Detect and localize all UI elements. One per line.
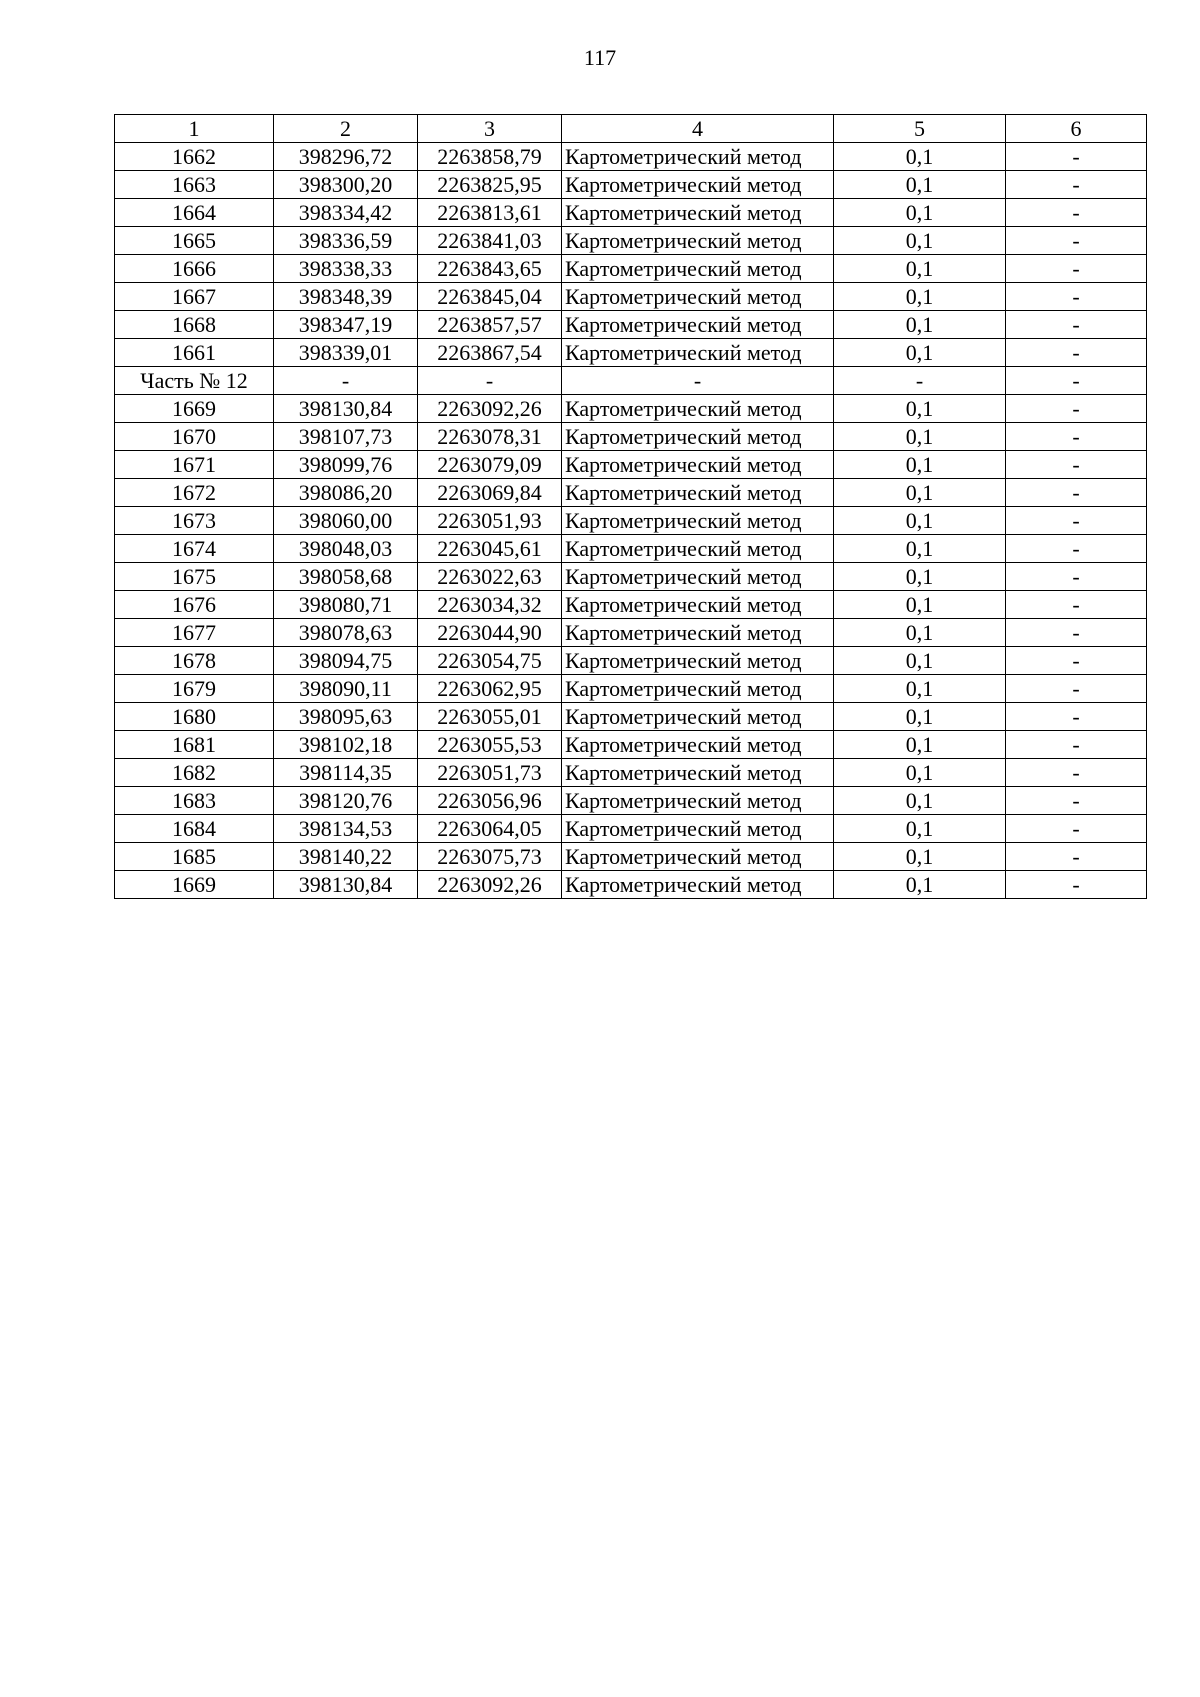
point-number-cell: 1682: [115, 759, 274, 787]
description-cell: -: [1006, 199, 1147, 227]
y-coordinate-cell: 2263857,57: [418, 311, 562, 339]
point-number-cell: 1669: [115, 395, 274, 423]
accuracy-cell: 0,1: [834, 619, 1006, 647]
description-cell: -: [1006, 787, 1147, 815]
x-coordinate-cell: 398114,35: [274, 759, 418, 787]
table-row: [115, 787, 1147, 815]
x-coordinate-cell: 398130,84: [274, 871, 418, 899]
y-coordinate-cell: 2263825,95: [418, 171, 562, 199]
description-cell: -: [1006, 647, 1147, 675]
point-number-cell: 1681: [115, 731, 274, 759]
point-number-cell: 1672: [115, 479, 274, 507]
y-coordinate-cell: 2263044,90: [418, 619, 562, 647]
description-cell: -: [1006, 843, 1147, 871]
method-cell: Картометрический метод: [562, 591, 834, 619]
point-number-cell: 1664: [115, 199, 274, 227]
column-header: 2: [274, 115, 418, 143]
table-row: [115, 199, 1147, 227]
table-row: [115, 535, 1147, 563]
y-coordinate-cell: 2263069,84: [418, 479, 562, 507]
point-number-cell: 1662: [115, 143, 274, 171]
description-cell: -: [1006, 815, 1147, 843]
description-cell: -: [1006, 619, 1147, 647]
y-coordinate-cell: 2263845,04: [418, 283, 562, 311]
description-cell: -: [1006, 339, 1147, 367]
x-coordinate-cell: 398120,76: [274, 787, 418, 815]
description-cell: -: [1006, 311, 1147, 339]
x-coordinate-cell: 398347,19: [274, 311, 418, 339]
accuracy-cell: 0,1: [834, 731, 1006, 759]
y-coordinate-cell: 2263092,26: [418, 395, 562, 423]
accuracy-cell: 0,1: [834, 591, 1006, 619]
method-cell: Картометрический метод: [562, 451, 834, 479]
method-cell: Картометрический метод: [562, 507, 834, 535]
x-coordinate-cell: 398336,59: [274, 227, 418, 255]
accuracy-cell: 0,1: [834, 423, 1006, 451]
description-cell: -: [1006, 395, 1147, 423]
x-coordinate-cell: 398086,20: [274, 479, 418, 507]
point-number-cell: 1673: [115, 507, 274, 535]
point-number-cell: 1671: [115, 451, 274, 479]
y-coordinate-cell: 2263064,05: [418, 815, 562, 843]
table-row: [115, 227, 1147, 255]
accuracy-cell: 0,1: [834, 311, 1006, 339]
method-cell: Картометрический метод: [562, 143, 834, 171]
accuracy-cell: 0,1: [834, 171, 1006, 199]
point-number-cell: 1661: [115, 339, 274, 367]
method-cell: Картометрический метод: [562, 283, 834, 311]
method-cell: Картометрический метод: [562, 759, 834, 787]
method-cell: Картометрический метод: [562, 199, 834, 227]
table-row: [115, 255, 1147, 283]
accuracy-cell: 0,1: [834, 451, 1006, 479]
x-coordinate-cell: 398099,76: [274, 451, 418, 479]
y-coordinate-cell: 2263843,65: [418, 255, 562, 283]
accuracy-cell: 0,1: [834, 479, 1006, 507]
accuracy-cell: 0,1: [834, 647, 1006, 675]
x-coordinate-cell: 398130,84: [274, 395, 418, 423]
coordinates-table: [114, 114, 1147, 899]
point-number-cell: 1680: [115, 703, 274, 731]
accuracy-cell: 0,1: [834, 339, 1006, 367]
y-coordinate-cell: 2263092,26: [418, 871, 562, 899]
y-coordinate-cell: 2263045,61: [418, 535, 562, 563]
method-cell: Картометрический метод: [562, 227, 834, 255]
accuracy-cell: 0,1: [834, 143, 1006, 171]
table-row: [115, 143, 1147, 171]
x-coordinate-cell: 398060,00: [274, 507, 418, 535]
page-number: 117: [583, 45, 617, 70]
y-coordinate-cell: 2263075,73: [418, 843, 562, 871]
x-coordinate-cell: -: [274, 367, 418, 395]
table-row: [115, 563, 1147, 591]
point-number-cell: 1683: [115, 787, 274, 815]
description-cell: -: [1006, 731, 1147, 759]
table-row: [115, 367, 1147, 395]
point-number-cell: 1663: [115, 171, 274, 199]
point-number-cell: 1674: [115, 535, 274, 563]
table-row: [115, 283, 1147, 311]
accuracy-cell: 0,1: [834, 759, 1006, 787]
x-coordinate-cell: 398058,68: [274, 563, 418, 591]
y-coordinate-cell: 2263034,32: [418, 591, 562, 619]
column-header: 1: [115, 115, 274, 143]
y-coordinate-cell: 2263055,53: [418, 731, 562, 759]
table-row: [115, 759, 1147, 787]
method-cell: Картометрический метод: [562, 843, 834, 871]
method-cell: Картометрический метод: [562, 619, 834, 647]
method-cell: Картометрический метод: [562, 339, 834, 367]
method-cell: Картометрический метод: [562, 703, 834, 731]
description-cell: -: [1006, 143, 1147, 171]
point-number-cell: 1669: [115, 871, 274, 899]
table-row: [115, 423, 1147, 451]
x-coordinate-cell: 398080,71: [274, 591, 418, 619]
description-cell: -: [1006, 871, 1147, 899]
y-coordinate-cell: -: [418, 367, 562, 395]
table-header-row: [115, 115, 1147, 143]
accuracy-cell: 0,1: [834, 871, 1006, 899]
accuracy-cell: 0,1: [834, 675, 1006, 703]
description-cell: -: [1006, 479, 1147, 507]
method-cell: Картометрический метод: [562, 647, 834, 675]
y-coordinate-cell: 2263858,79: [418, 143, 562, 171]
description-cell: -: [1006, 255, 1147, 283]
y-coordinate-cell: 2263051,73: [418, 759, 562, 787]
x-coordinate-cell: 398094,75: [274, 647, 418, 675]
table-row: [115, 843, 1147, 871]
accuracy-cell: 0,1: [834, 283, 1006, 311]
accuracy-cell: 0,1: [834, 843, 1006, 871]
description-cell: -: [1006, 675, 1147, 703]
y-coordinate-cell: 2263079,09: [418, 451, 562, 479]
table-row: [115, 703, 1147, 731]
description-cell: -: [1006, 703, 1147, 731]
y-coordinate-cell: 2263062,95: [418, 675, 562, 703]
column-header: 5: [834, 115, 1006, 143]
point-number-cell: 1668: [115, 311, 274, 339]
point-number-cell: 1670: [115, 423, 274, 451]
x-coordinate-cell: 398095,63: [274, 703, 418, 731]
description-cell: -: [1006, 367, 1147, 395]
x-coordinate-cell: 398090,11: [274, 675, 418, 703]
table-row: [115, 647, 1147, 675]
table-row: [115, 339, 1147, 367]
y-coordinate-cell: 2263841,03: [418, 227, 562, 255]
point-number-cell: 1667: [115, 283, 274, 311]
accuracy-cell: 0,1: [834, 227, 1006, 255]
accuracy-cell: -: [834, 367, 1006, 395]
x-coordinate-cell: 398300,20: [274, 171, 418, 199]
x-coordinate-cell: 398334,42: [274, 199, 418, 227]
y-coordinate-cell: 2263054,75: [418, 647, 562, 675]
y-coordinate-cell: 2263078,31: [418, 423, 562, 451]
description-cell: -: [1006, 451, 1147, 479]
y-coordinate-cell: 2263813,61: [418, 199, 562, 227]
y-coordinate-cell: 2263055,01: [418, 703, 562, 731]
table-row: [115, 311, 1147, 339]
method-cell: Картометрический метод: [562, 815, 834, 843]
method-cell: Картометрический метод: [562, 255, 834, 283]
x-coordinate-cell: 398348,39: [274, 283, 418, 311]
table-row: [115, 507, 1147, 535]
method-cell: Картометрический метод: [562, 311, 834, 339]
method-cell: Картометрический метод: [562, 171, 834, 199]
accuracy-cell: 0,1: [834, 703, 1006, 731]
point-number-cell: 1676: [115, 591, 274, 619]
table-row: [115, 451, 1147, 479]
y-coordinate-cell: 2263022,63: [418, 563, 562, 591]
table-row: [115, 395, 1147, 423]
accuracy-cell: 0,1: [834, 535, 1006, 563]
accuracy-cell: 0,1: [834, 395, 1006, 423]
point-number-cell: 1685: [115, 843, 274, 871]
accuracy-cell: 0,1: [834, 815, 1006, 843]
y-coordinate-cell: 2263056,96: [418, 787, 562, 815]
description-cell: -: [1006, 283, 1147, 311]
column-header: 3: [418, 115, 562, 143]
description-cell: -: [1006, 759, 1147, 787]
method-cell: Картометрический метод: [562, 563, 834, 591]
x-coordinate-cell: 398339,01: [274, 339, 418, 367]
table-row: [115, 591, 1147, 619]
method-cell: Картометрический метод: [562, 423, 834, 451]
table-row: [115, 479, 1147, 507]
point-number-cell: 1677: [115, 619, 274, 647]
table-row: [115, 675, 1147, 703]
table-row: [115, 731, 1147, 759]
column-header: 4: [562, 115, 834, 143]
method-cell: Картометрический метод: [562, 675, 834, 703]
table-row: [115, 871, 1147, 899]
x-coordinate-cell: 398140,22: [274, 843, 418, 871]
table-row: [115, 815, 1147, 843]
accuracy-cell: 0,1: [834, 199, 1006, 227]
description-cell: -: [1006, 507, 1147, 535]
x-coordinate-cell: 398134,53: [274, 815, 418, 843]
method-cell: Картометрический метод: [562, 479, 834, 507]
y-coordinate-cell: 2263051,93: [418, 507, 562, 535]
x-coordinate-cell: 398102,18: [274, 731, 418, 759]
accuracy-cell: 0,1: [834, 787, 1006, 815]
accuracy-cell: 0,1: [834, 255, 1006, 283]
x-coordinate-cell: 398338,33: [274, 255, 418, 283]
accuracy-cell: 0,1: [834, 563, 1006, 591]
point-number-cell: 1678: [115, 647, 274, 675]
point-number-cell: 1675: [115, 563, 274, 591]
point-number-cell: 1679: [115, 675, 274, 703]
description-cell: -: [1006, 591, 1147, 619]
description-cell: -: [1006, 535, 1147, 563]
method-cell: Картометрический метод: [562, 535, 834, 563]
point-number-cell: 1684: [115, 815, 274, 843]
table-body: [115, 115, 1147, 899]
column-header: 6: [1006, 115, 1147, 143]
table-row: [115, 171, 1147, 199]
method-cell: Картометрический метод: [562, 787, 834, 815]
method-cell: Картометрический метод: [562, 395, 834, 423]
description-cell: -: [1006, 563, 1147, 591]
x-coordinate-cell: 398048,03: [274, 535, 418, 563]
method-cell: Картометрический метод: [562, 871, 834, 899]
point-number-cell: Часть № 12: [115, 367, 274, 395]
method-cell: -: [562, 367, 834, 395]
table-row: [115, 619, 1147, 647]
x-coordinate-cell: 398107,73: [274, 423, 418, 451]
description-cell: -: [1006, 423, 1147, 451]
accuracy-cell: 0,1: [834, 507, 1006, 535]
x-coordinate-cell: 398296,72: [274, 143, 418, 171]
x-coordinate-cell: 398078,63: [274, 619, 418, 647]
point-number-cell: 1666: [115, 255, 274, 283]
point-number-cell: 1665: [115, 227, 274, 255]
description-cell: -: [1006, 171, 1147, 199]
description-cell: -: [1006, 227, 1147, 255]
method-cell: Картометрический метод: [562, 731, 834, 759]
y-coordinate-cell: 2263867,54: [418, 339, 562, 367]
